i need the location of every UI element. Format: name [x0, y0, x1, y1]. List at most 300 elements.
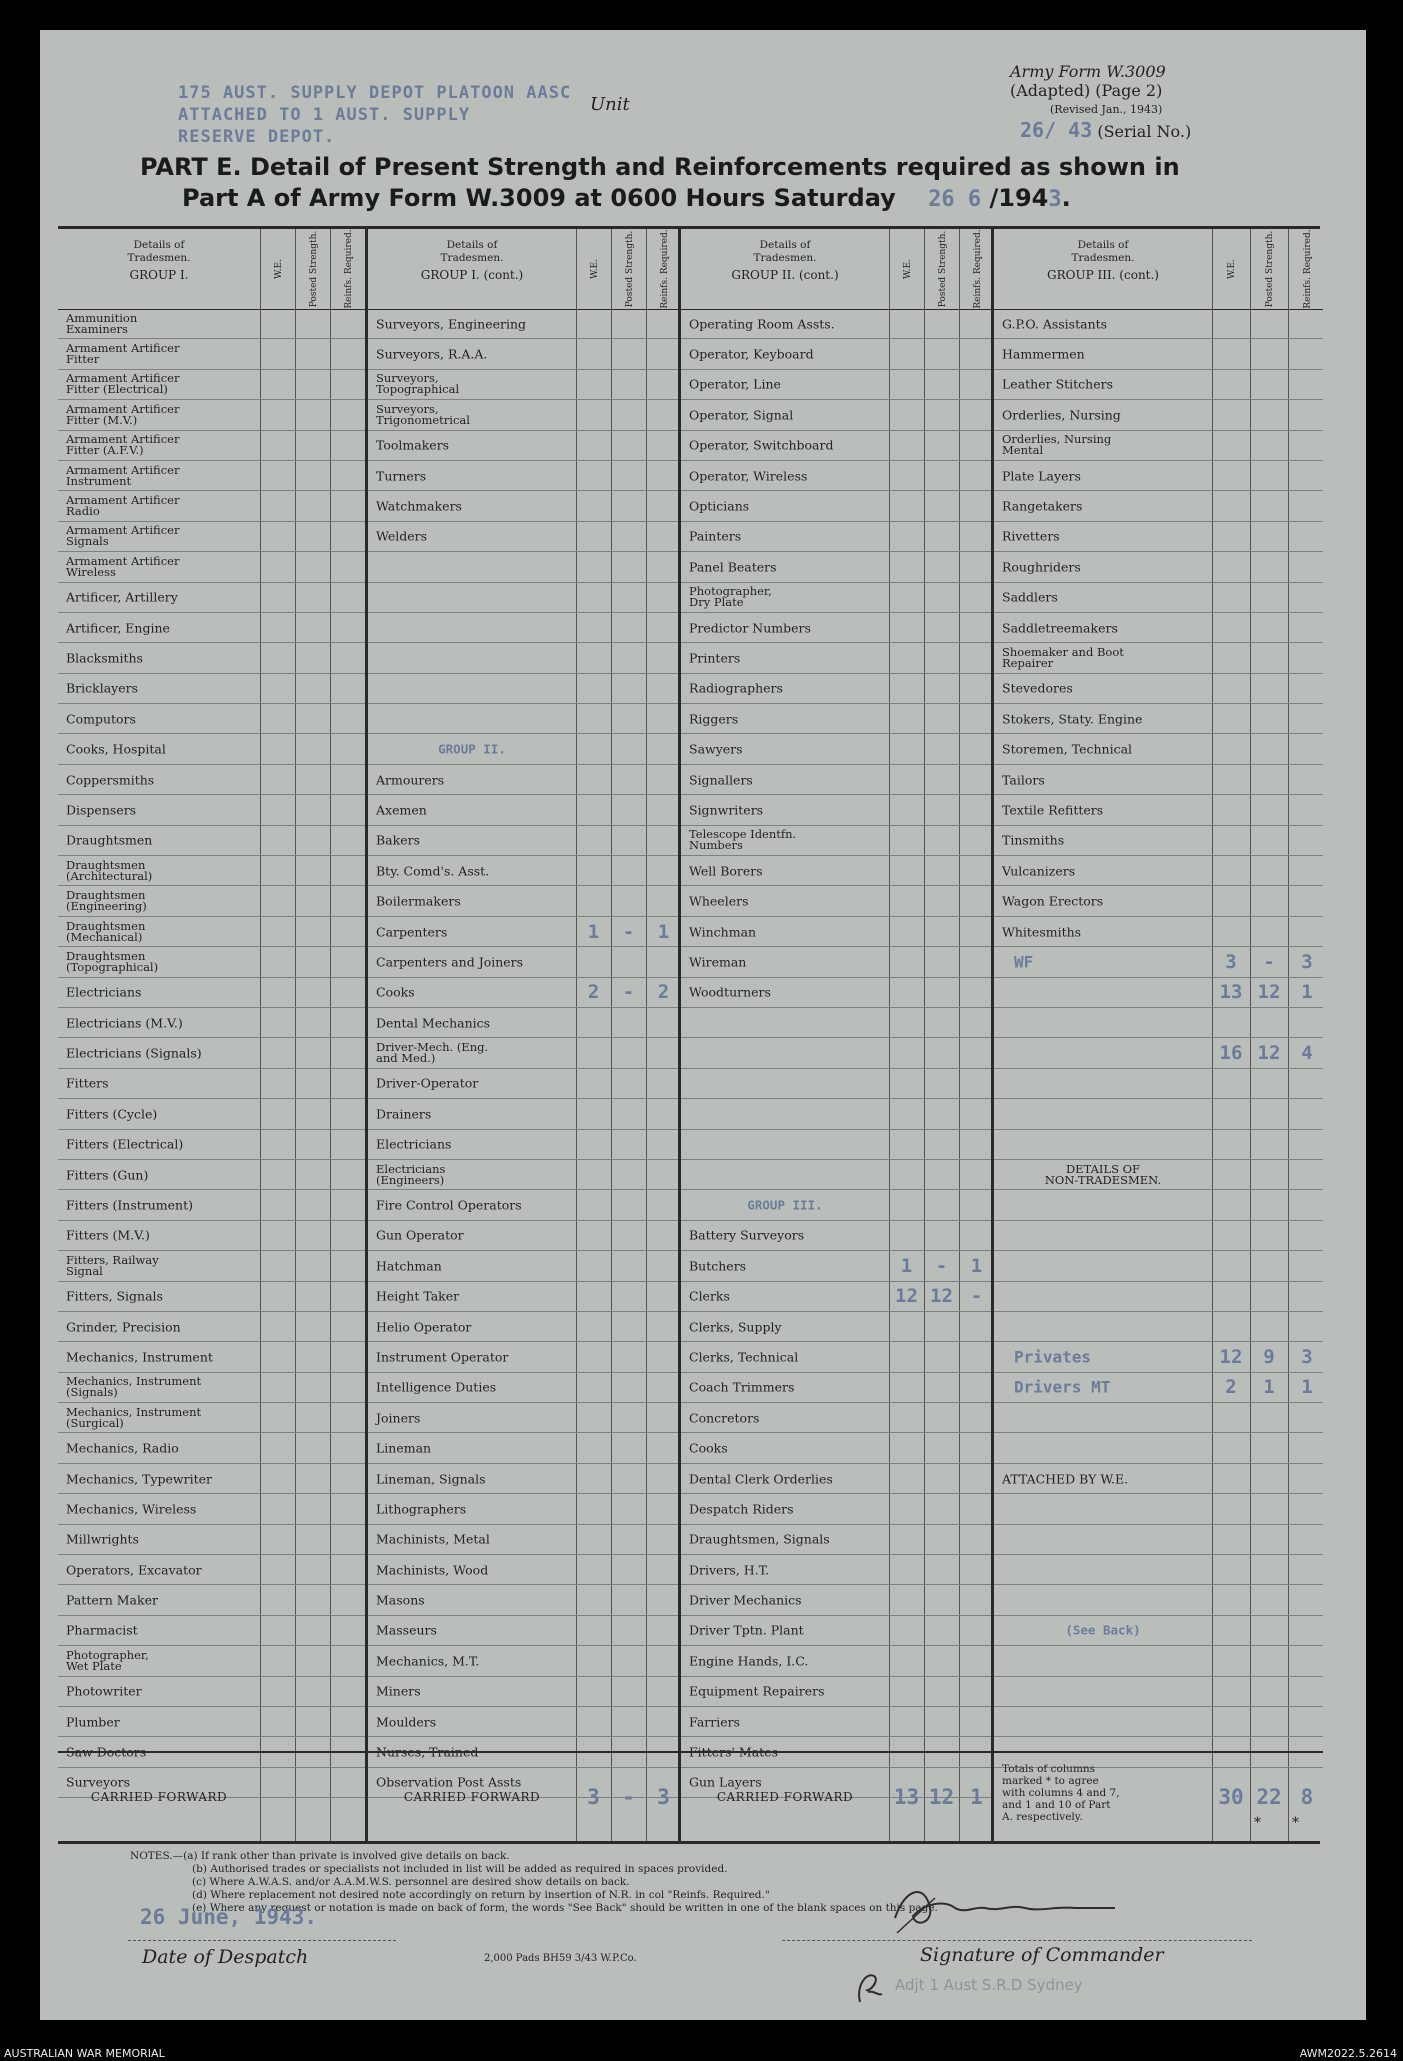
- trade-label: Tailors: [1002, 772, 1045, 788]
- trade-label: Masseurs: [376, 1622, 437, 1638]
- table-row: [58, 339, 365, 369]
- table-row: [994, 765, 1323, 795]
- table-row: [994, 1433, 1323, 1463]
- carried-forward-row: [368, 1751, 678, 1841]
- table-row: [681, 1585, 991, 1615]
- trade-label: Bty. Comd's. Asst.: [376, 863, 490, 879]
- trade-label: Toolmakers: [376, 437, 450, 453]
- asterisk-mark: *: [1254, 1815, 1261, 1831]
- table-row: [368, 1403, 678, 1433]
- signature-line: [782, 1940, 1252, 1941]
- table-row: [994, 1160, 1323, 1190]
- value-posted: -: [622, 920, 635, 943]
- table-row: [994, 1525, 1323, 1555]
- page-title: [140, 152, 1290, 215]
- table-row: [368, 886, 678, 916]
- trade-label: Drivers, H.T.: [689, 1562, 770, 1578]
- trade-label: Stokers, Staty. Engine: [1002, 711, 1143, 727]
- table-row: [58, 1585, 365, 1615]
- title-line2: Part A of Army Form W.3009 at 0600 Hours Saturday: [182, 184, 896, 212]
- trade-label: Dental Clerk Orderlies: [689, 1471, 833, 1487]
- table-row: [368, 1038, 678, 1068]
- trade-label: Signwriters: [689, 802, 764, 818]
- table-rows: [368, 309, 678, 1798]
- table-row: [368, 1616, 678, 1646]
- trade-label: Driver Tptn. Plant: [689, 1622, 804, 1638]
- trade-label: Rangetakers: [1002, 498, 1083, 514]
- header-we-text: W.E.: [1227, 259, 1237, 279]
- serial-label: (Serial No.): [1097, 122, 1192, 141]
- table-row: [994, 643, 1323, 673]
- table-row: [368, 1251, 678, 1281]
- table-row: [58, 522, 365, 552]
- table-row: [994, 1403, 1323, 1433]
- trade-label: Lineman, Signals: [376, 1471, 486, 1487]
- header-reinfs: [959, 229, 995, 309]
- trade-label: Intelligence Duties: [376, 1379, 497, 1395]
- table-row: [994, 1008, 1323, 1038]
- table-row: [368, 309, 678, 339]
- table-row: [681, 491, 991, 521]
- header-line: Tradesmen.: [753, 252, 817, 264]
- value-posted: 12: [1257, 1042, 1281, 1065]
- trade-label: Surveyors, Engineering: [376, 316, 527, 332]
- carried-posted: 22: [1256, 1785, 1282, 1809]
- value-we: 1: [900, 1254, 913, 1277]
- value-we: 1: [587, 920, 600, 943]
- table-row: [681, 826, 991, 856]
- trade-label: Hammermen: [1002, 346, 1085, 362]
- table-row: [681, 583, 991, 613]
- trade-label: Printers: [689, 650, 741, 666]
- signature-mark: [885, 1878, 1125, 1938]
- form-ref-line1: Army Form W.3009: [1010, 62, 1166, 81]
- table-row: [994, 1555, 1323, 1585]
- trade-label: Despatch Riders: [689, 1501, 794, 1517]
- table-row: [994, 1069, 1323, 1099]
- column-header: [58, 229, 365, 310]
- table-row: [58, 674, 365, 704]
- table-row: [994, 826, 1323, 856]
- trade-label: Mechanics, Instrument: [66, 1349, 213, 1365]
- table-row: [368, 1433, 678, 1463]
- carried-forward-label: CARRIED FORWARD: [90, 1790, 228, 1804]
- header-line: Tradesmen.: [1071, 252, 1135, 264]
- trade-label: Masons: [376, 1592, 425, 1608]
- table-row: [681, 1464, 991, 1494]
- table-row: [368, 1464, 678, 1494]
- trade-label: Operator, Keyboard: [689, 346, 814, 362]
- trade-label: Carpenters and Joiners: [376, 954, 524, 970]
- trade-label: Battery Surveyors: [689, 1227, 805, 1243]
- trade-label: Cooks: [376, 984, 415, 1000]
- title-line2-wrap: [140, 183, 1290, 215]
- trade-label: Engine Hands, I.C.: [689, 1653, 809, 1669]
- table-rows: [994, 309, 1323, 1768]
- value-reinf: 1: [1301, 981, 1313, 1004]
- trade-label: (See Back): [1065, 1622, 1141, 1638]
- serial-number: [1020, 118, 1191, 142]
- value-reinf: 1: [970, 1254, 983, 1277]
- trade-label: Storemen, Technical: [1002, 741, 1133, 757]
- table-row: [58, 1677, 365, 1707]
- carried-forward-label: CARRIED FORWARD: [403, 1790, 541, 1804]
- table-row: [368, 674, 678, 704]
- table-row: [368, 1373, 678, 1403]
- unit-typed: [178, 82, 571, 148]
- trade-label: Dispensers: [66, 802, 137, 818]
- table-row: [58, 643, 365, 673]
- trade-label: Plumber: [66, 1714, 120, 1730]
- signature-label: Signature of Commander: [920, 1944, 1164, 1966]
- group-col-2: [365, 229, 678, 1841]
- header-line: Tradesmen.: [127, 252, 191, 264]
- trade-label: Panel Beaters: [689, 559, 777, 575]
- table-row: [368, 1525, 678, 1555]
- table-row: [681, 1130, 991, 1160]
- despatch-line: [128, 1940, 396, 1941]
- table-row: [58, 734, 365, 764]
- table-row: [58, 947, 365, 977]
- trade-label: Whitesmiths: [1002, 924, 1082, 939]
- header-posted: [611, 229, 647, 309]
- trade-label: Axemen: [376, 802, 427, 818]
- table-row: [58, 1008, 365, 1038]
- table-row: [994, 370, 1323, 400]
- table-row: [994, 431, 1323, 461]
- header-posted-text: Posted Strength.: [308, 230, 319, 308]
- table-row: [58, 309, 365, 339]
- trade-label: Fitters: [66, 1075, 109, 1091]
- trade-label: Winchman: [689, 924, 757, 939]
- table-row: [58, 704, 365, 734]
- table-row: [58, 1494, 365, 1524]
- header-we: [576, 229, 612, 309]
- table-row: [58, 1342, 365, 1372]
- trade-label: Textile Refitters: [1002, 802, 1104, 818]
- table-row: [58, 917, 365, 947]
- table-row: [681, 1160, 991, 1190]
- table-row: [368, 765, 678, 795]
- trade-label: Instrument Operator: [376, 1349, 509, 1365]
- table-row: [994, 1130, 1323, 1160]
- table-row: [994, 583, 1323, 613]
- table-row: [681, 1555, 991, 1585]
- table-row: [681, 1433, 991, 1463]
- title-year-printed: /194: [989, 184, 1049, 212]
- table-row: [368, 643, 678, 673]
- table-row: [58, 856, 365, 886]
- table-row: [58, 1707, 365, 1737]
- table-row: [994, 1585, 1323, 1615]
- trade-label: Armament Artificer Fitter (Electrical): [66, 371, 180, 397]
- note-c: (c) Where A.W.A.S. and/or A.A.M.W.S. personnel are desired show details on back.: [192, 1876, 630, 1888]
- value-we: 12: [1219, 1345, 1243, 1368]
- carried-forward-row: [994, 1751, 1323, 1841]
- form-ref-line3: (Revised Jan., 1943): [1050, 103, 1163, 116]
- trade-label: Pharmacist: [66, 1622, 138, 1638]
- trade-label: Rivetters: [1002, 528, 1060, 544]
- table-row: [368, 613, 678, 643]
- header-we-text: W.E.: [902, 259, 913, 279]
- table-row: [994, 522, 1323, 552]
- table-row: [368, 978, 678, 1008]
- table-row: [58, 1373, 365, 1403]
- table-row: [994, 1464, 1323, 1494]
- table-row: [994, 734, 1323, 764]
- trade-label: WF: [1014, 952, 1034, 972]
- carried-forward-row: [681, 1751, 991, 1841]
- title-period: .: [1061, 184, 1071, 212]
- form-ref-line2: (Adapted) (Page 2): [1010, 81, 1163, 100]
- value-reinf: -: [970, 1285, 983, 1308]
- trade-label: Privates: [1014, 1347, 1092, 1367]
- trade-label: Surveyors, R.A.A.: [376, 346, 488, 362]
- value-we: 12: [895, 1285, 918, 1308]
- header-line: GROUP I. (cont.): [420, 268, 524, 282]
- trade-label: Concretors: [689, 1410, 760, 1426]
- table-row: [368, 522, 678, 552]
- table-row: [368, 461, 678, 491]
- table-row: [681, 1403, 991, 1433]
- table-row: [368, 1282, 678, 1312]
- trade-label: Carpenters: [376, 924, 448, 939]
- table-row: [681, 1190, 991, 1220]
- note-d: (d) Where replacement not desired note accordingly on return by insertion of N.R. in col "Reinfs. Required.": [192, 1889, 770, 1901]
- despatch-date: 26 June, 1943.: [140, 1905, 318, 1929]
- trade-label: Armament Artificer Fitter: [66, 341, 180, 367]
- trade-label: Miners: [376, 1683, 421, 1699]
- table-row: [994, 856, 1323, 886]
- table-row: [58, 1099, 365, 1129]
- trade-label: Stevedores: [1002, 680, 1073, 696]
- table-row: [368, 1130, 678, 1160]
- trade-label: Woodturners: [689, 984, 771, 1000]
- table-row: [368, 1494, 678, 1524]
- value-posted: -: [622, 981, 635, 1004]
- value-posted: -: [1263, 950, 1275, 973]
- trade-label: Ammunition Examiners: [66, 310, 138, 336]
- trade-label: Predictor Numbers: [689, 620, 811, 636]
- table-row: [368, 1099, 678, 1129]
- table-row: [58, 1646, 365, 1676]
- trade-label: Armourers: [376, 772, 445, 788]
- table-row: [681, 1251, 991, 1281]
- trade-label: Saddletreemakers: [1002, 620, 1118, 636]
- unit-line-3: RESERVE DEPOT.: [178, 127, 336, 147]
- table-row: [58, 1616, 365, 1646]
- carried-reinf: 1: [970, 1785, 983, 1809]
- table-row: [368, 1342, 678, 1372]
- header-reinfs-text: Reinfs. Required.: [343, 229, 354, 309]
- trade-label: Nurses, Trained: [376, 1744, 479, 1760]
- trade-label: Moulders: [376, 1714, 437, 1730]
- table-row: [58, 1190, 365, 1220]
- trade-label: Saw Doctors: [66, 1744, 147, 1760]
- trade-label: Mechanics, Instrument (Signals): [66, 1374, 202, 1400]
- table-row: [994, 704, 1323, 734]
- trade-label: Vulcanizers: [1002, 863, 1076, 879]
- table-row: [58, 370, 365, 400]
- value-reinf: 2: [657, 981, 670, 1004]
- header-line: GROUP I.: [129, 268, 189, 282]
- trade-label: Electricians (M.V.): [66, 1015, 183, 1031]
- trade-label: Fitters (Electrical): [66, 1136, 184, 1152]
- trade-label: Pattern Maker: [66, 1592, 158, 1608]
- trade-label: Tinsmiths: [1002, 832, 1065, 848]
- trade-label: Opticians: [689, 498, 750, 514]
- trade-label: Lineman: [376, 1440, 432, 1456]
- asterisk-mark: *: [1292, 1815, 1299, 1831]
- table-row: [994, 1190, 1323, 1220]
- table-row: [368, 826, 678, 856]
- column-header: [368, 229, 678, 310]
- table-row: [681, 978, 991, 1008]
- trade-label: Armament Artificer Fitter (M.V.): [66, 401, 180, 427]
- trade-label: Gun Layers: [689, 1774, 762, 1790]
- trade-label: Fitters (M.V.): [66, 1227, 150, 1243]
- table-row: [681, 704, 991, 734]
- trade-label: Plate Layers: [1002, 468, 1081, 484]
- table-row: [368, 583, 678, 613]
- trade-label: Sawyers: [689, 741, 743, 757]
- trade-label: Electricians (Engineers): [376, 1161, 446, 1187]
- value-we: 2: [1225, 1376, 1237, 1399]
- trade-label: Turners: [376, 468, 427, 484]
- table-row: [994, 461, 1323, 491]
- table-row: [58, 795, 365, 825]
- trade-label: Clerks: [689, 1288, 730, 1304]
- trade-label: Mechanics, M.T.: [376, 1653, 480, 1669]
- trade-label: Coppersmiths: [66, 772, 155, 788]
- value-reinf: 3: [1301, 1345, 1313, 1368]
- table-row: [681, 947, 991, 977]
- trade-label: Bakers: [376, 832, 421, 848]
- trade-label: Armament Artificer Instrument: [66, 462, 180, 488]
- value-reinf: 4: [1301, 1042, 1313, 1065]
- header-details-label: [681, 239, 889, 282]
- trade-label: Armament Artificer Wireless: [66, 553, 180, 579]
- trade-label: Watchmakers: [376, 498, 462, 514]
- table-row: [681, 643, 991, 673]
- header-reinfs-text: Reinfs. Required.: [972, 229, 983, 309]
- table-row: [994, 1282, 1323, 1312]
- trade-label: Orderlies, Nursing Mental: [1002, 432, 1112, 458]
- table-row: [58, 1555, 365, 1585]
- trade-label: Operator, Switchboard: [689, 437, 834, 453]
- trade-label: Photographer, Wet Plate: [66, 1647, 149, 1673]
- adjutant-stamp: Adjt 1 Aust S.R.D Sydney: [895, 1976, 1083, 1994]
- table-row: [681, 613, 991, 643]
- trade-label: DETAILS OF NON-TRADESMEN.: [1044, 1161, 1162, 1187]
- table-row: [368, 1008, 678, 1038]
- trade-label: Surveyors, Trigonometrical: [376, 401, 470, 427]
- trade-label: Electricians (Signals): [66, 1045, 202, 1061]
- table-row: [58, 461, 365, 491]
- table-row: [681, 886, 991, 916]
- carried-reinf: 3: [657, 1785, 670, 1809]
- trade-label: Fitters, Railway Signal: [66, 1252, 159, 1278]
- table-row: [681, 552, 991, 582]
- table-row: [58, 1312, 365, 1342]
- trade-label: Operators, Excavator: [66, 1562, 202, 1578]
- trade-label: Artificer, Engine: [66, 620, 170, 636]
- header-line: GROUP III. (cont.): [1047, 268, 1159, 282]
- table-row: [681, 765, 991, 795]
- trade-label: Photowriter: [66, 1683, 142, 1699]
- trade-label: Fitters (Cycle): [66, 1106, 158, 1122]
- trade-label: Clerks, Supply: [689, 1319, 782, 1335]
- trade-label: Armament Artificer Signals: [66, 523, 180, 549]
- trade-label: Operator, Wireless: [689, 468, 808, 484]
- unit-line-1: 175 AUST. SUPPLY DEPOT PLATOON AASC: [178, 83, 572, 103]
- table-row: [368, 339, 678, 369]
- table-row: [994, 1494, 1323, 1524]
- table-row: [368, 400, 678, 430]
- table-row: [58, 1433, 365, 1463]
- table-row: [681, 1707, 991, 1737]
- carried-posted: 12: [928, 1785, 955, 1809]
- header-posted-text: Posted Strength.: [1265, 230, 1275, 308]
- trade-label: Wagon Erectors: [1002, 893, 1104, 909]
- unit-line-2: ATTACHED TO 1 AUST. SUPPLY: [178, 105, 471, 125]
- table-row: [58, 1038, 365, 1068]
- table-row: [681, 1525, 991, 1555]
- archive-credit: AUSTRALIAN WAR MEMORIAL: [4, 2047, 165, 2060]
- trade-label: Artificer, Artillery: [66, 589, 178, 605]
- table-row: [368, 431, 678, 461]
- table-row: [368, 1677, 678, 1707]
- trade-label: Fitters' Mates: [689, 1744, 779, 1760]
- table-row: [681, 339, 991, 369]
- header-we: [889, 229, 925, 309]
- trade-label: Mechanics, Instrument (Surgical): [66, 1404, 202, 1430]
- table-row: [368, 856, 678, 886]
- trade-label: Gun Operator: [376, 1227, 464, 1243]
- table-row: [681, 734, 991, 764]
- table-row: [994, 1373, 1323, 1403]
- trade-label: ATTACHED BY W.E.: [1002, 1471, 1129, 1487]
- table-row: [368, 1707, 678, 1737]
- table-row: [994, 1251, 1323, 1281]
- trade-label: Leather Stitchers: [1002, 376, 1114, 392]
- trade-label: Lithographers: [376, 1501, 467, 1517]
- carried-forward-label: CARRIED FORWARD: [716, 1790, 854, 1804]
- trade-label: Draughtsmen (Architectural): [66, 857, 153, 883]
- header-line: Tradesmen.: [440, 252, 504, 264]
- trade-label: Millwrights: [66, 1531, 139, 1547]
- trade-label: Draughtsmen: [66, 832, 153, 848]
- table-row: [681, 461, 991, 491]
- table-row: [58, 826, 365, 856]
- table-row: [368, 1312, 678, 1342]
- table-row: [994, 339, 1323, 369]
- group-col-1: [58, 229, 365, 1841]
- header-line: Details of: [133, 239, 185, 251]
- note-a: NOTES.—(a) If rank other than private is involved give details on back.: [130, 1850, 510, 1862]
- trade-label: Helio Operator: [376, 1319, 472, 1335]
- trade-label: Drainers: [376, 1106, 432, 1122]
- trade-label: Observation Post Assts: [376, 1774, 522, 1790]
- trade-label: Draughtsmen (Engineering): [66, 888, 147, 914]
- trade-label: Wireman: [689, 954, 747, 970]
- trade-label: Well Borers: [689, 863, 763, 879]
- trade-label: Height Taker: [376, 1288, 460, 1304]
- header-reinfs: [646, 229, 682, 309]
- group-col-3: [678, 229, 991, 1841]
- table-row: [994, 947, 1323, 977]
- trade-label: Driver-Operator: [376, 1075, 479, 1091]
